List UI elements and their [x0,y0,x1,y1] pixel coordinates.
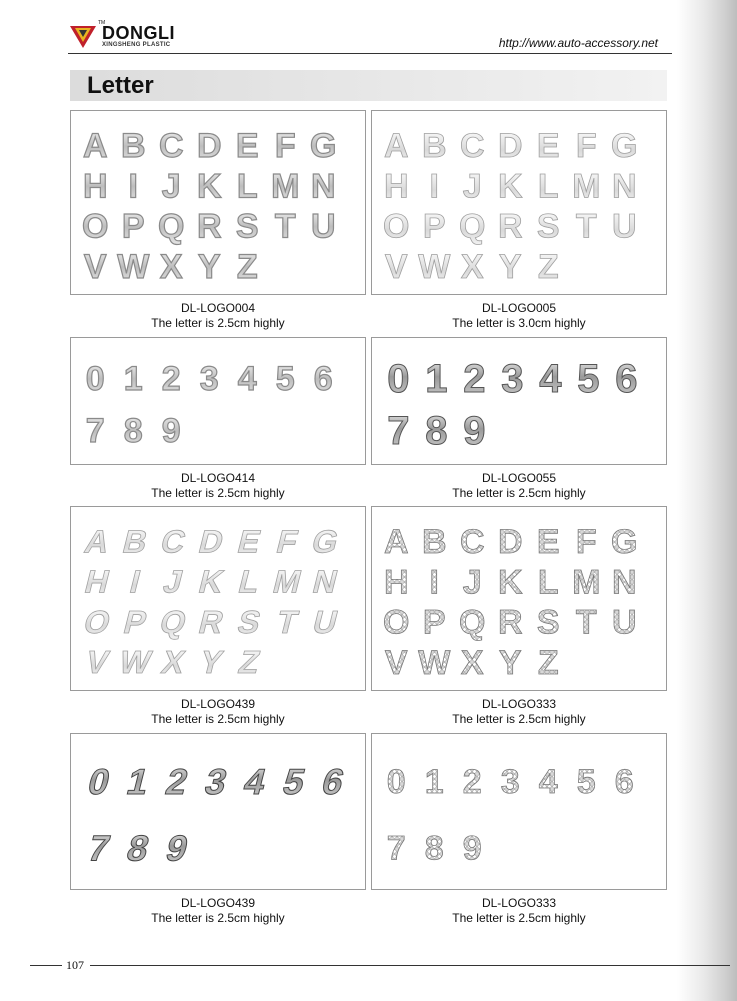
letter-set-illustration [372,338,666,464]
emblem-glyph: M [572,563,601,602]
emblem-glyph: 3 [201,761,232,802]
emblem-glyph: B [421,523,447,562]
emblem-glyph: P [422,603,446,642]
emblem-glyph: 1 [123,359,143,398]
emblem-glyph: X [159,247,183,286]
emblem-glyph: S [536,207,560,246]
emblem-glyph: H [81,564,114,600]
emblem-glyph: 0 [387,357,410,401]
emblem-glyph: O [383,207,410,246]
emblem-glyph: Y [498,247,522,286]
emblem-glyph: A [383,127,409,166]
emblem-glyph: 6 [318,761,349,802]
emblem-glyph: T [575,603,597,642]
emblem-glyph: W [418,247,451,286]
emblem-glyph: D [196,127,222,166]
emblem-glyph: Q [459,207,486,246]
emblem-glyph: W [115,644,155,680]
dongli-logo-icon [70,24,96,48]
emblem-glyph: 5 [279,761,310,802]
product-image-panel [371,337,667,465]
letter-set-illustration [71,507,365,690]
emblem-glyph: J [161,167,181,206]
emblem-glyph: G [310,127,337,166]
emblem-glyph: 3 [500,763,520,802]
section-title: Letter [87,72,154,99]
emblem-glyph: D [497,523,523,562]
product-model: DL-LOGO439 [180,896,256,910]
emblem-glyph: V [83,247,107,286]
emblem-glyph: 3 [501,357,524,401]
emblem-glyph: V [384,247,408,286]
product-image-panel [371,506,667,691]
emblem-glyph: Q [158,207,185,246]
emblem-glyph: 5 [577,357,600,401]
emblem-glyph: 6 [313,359,333,398]
letter-set-illustration [71,338,365,464]
emblem-glyph: R [196,207,222,246]
product-description: The letter is 2.5cm highly [452,486,586,500]
page-header [70,20,670,54]
product-description: The letter is 2.5cm highly [151,486,285,500]
emblem-glyph: I [126,564,145,600]
product-caption [70,697,366,727]
emblem-glyph: 4 [539,357,562,401]
emblem-glyph: N [611,563,637,602]
emblem-glyph: 7 [387,409,410,453]
emblem-glyph: S [234,604,265,640]
emblem-glyph: M [572,167,601,206]
emblem-glyph: G [308,523,343,560]
emblem-glyph: J [159,564,187,600]
product-model: DL-LOGO005 [481,301,557,315]
product-image-panel [70,506,366,691]
emblem-glyph: F [274,127,296,166]
emblem-glyph: L [537,167,559,206]
emblem-glyph: 1 [425,357,448,401]
product-model: DL-LOGO333 [481,697,557,711]
product-image-panel [371,733,667,890]
letter-set-illustration [71,734,365,889]
trademark-mark: TM [98,20,106,26]
emblem-glyph: 0 [84,761,115,802]
emblem-glyph: Z [236,247,258,286]
emblem-glyph: N [310,167,336,206]
emblem-glyph: O [82,207,109,246]
product-description: The letter is 2.5cm highly [452,911,586,925]
emblem-glyph: 2 [462,763,482,802]
emblem-glyph: L [236,167,258,206]
emblem-glyph: B [120,127,146,166]
emblem-glyph: 0 [386,763,406,802]
emblem-glyph: S [235,207,259,246]
emblem-glyph: M [271,167,300,206]
emblem-glyph: H [82,167,108,206]
emblem-glyph: 8 [123,411,143,450]
emblem-glyph: E [234,523,265,560]
page-number: 107 [66,958,84,972]
emblem-glyph: M [269,564,306,600]
emblem-glyph: J [462,167,482,206]
emblem-glyph: W [418,643,451,682]
letter-set-illustration [372,507,666,690]
emblem-glyph: B [421,127,447,166]
product-image-panel [70,337,366,465]
emblem-glyph: Y [498,643,522,682]
emblem-glyph: 3 [199,359,219,398]
footer-divider-right [90,965,730,966]
emblem-glyph: 7 [85,411,105,450]
emblem-glyph: P [120,604,151,640]
product-model: DL-LOGO439 [180,697,256,711]
emblem-glyph: Z [537,643,559,682]
product-caption [371,896,667,926]
emblem-glyph: U [310,207,336,246]
letter-set-illustration [71,111,365,294]
emblem-glyph: 8 [425,409,448,453]
emblem-glyph: X [158,644,189,680]
emblem-glyph: D [497,127,523,166]
emblem-glyph: W [117,247,150,286]
emblem-glyph: E [536,127,560,166]
emblem-glyph: T [575,207,597,246]
product-caption [371,301,667,331]
emblem-glyph: C [157,523,190,560]
emblem-glyph: U [611,603,637,642]
emblem-glyph: P [121,207,145,246]
product-description: The letter is 2.5cm highly [452,712,586,726]
emblem-glyph: O [383,603,410,642]
brand-name: DONGLI [102,23,175,43]
emblem-glyph: Q [459,603,486,642]
letter-set-illustration [372,111,666,294]
emblem-glyph: 9 [462,829,482,868]
emblem-glyph: Y [197,247,221,286]
product-caption [70,896,366,926]
emblem-glyph: R [497,207,523,246]
product-description: The letter is 2.5cm highly [151,911,285,925]
product-description: The letter is 2.5cm highly [151,316,285,330]
emblem-glyph: C [459,523,485,562]
product-description: The letter is 3.0cm highly [452,316,586,330]
emblem-glyph: F [273,523,302,560]
emblem-glyph: 2 [162,761,193,802]
emblem-glyph: T [273,604,302,640]
product-description: The letter is 2.5cm highly [151,712,285,726]
emblem-glyph: 2 [463,357,486,401]
emblem-glyph: C [459,127,485,166]
emblem-glyph: 8 [424,829,444,868]
product-model: DL-LOGO055 [481,471,557,485]
emblem-glyph: 5 [576,763,596,802]
emblem-glyph: 4 [237,359,257,398]
emblem-glyph: R [195,604,228,640]
emblem-glyph: 9 [463,409,486,453]
emblem-glyph: X [460,643,484,682]
emblem-glyph: 2 [161,359,181,398]
section-title-bar [70,70,667,101]
emblem-glyph: 7 [84,827,115,869]
emblem-glyph: H [383,167,409,206]
emblem-glyph: G [611,523,638,562]
emblem-glyph: 1 [424,763,444,802]
emblem-glyph: 5 [275,359,295,398]
emblem-glyph: L [537,563,559,602]
emblem-glyph: 6 [615,357,638,401]
emblem-glyph: O [80,604,115,640]
product-caption [70,471,366,501]
emblem-glyph: R [497,603,523,642]
emblem-glyph: 9 [161,411,181,450]
emblem-glyph: J [462,563,482,602]
product-caption [371,697,667,727]
product-model: DL-LOGO333 [481,896,557,910]
emblem-glyph: 4 [240,761,271,802]
emblem-glyph: U [611,207,637,246]
emblem-glyph: K [497,167,523,206]
emblem-glyph: K [497,563,523,602]
emblem-glyph: N [611,167,637,206]
emblem-glyph: N [309,564,342,600]
product-image-panel [70,733,366,890]
emblem-glyph: K [195,564,228,600]
emblem-glyph: Z [537,247,559,286]
emblem-glyph: C [158,127,184,166]
emblem-glyph: K [196,167,222,206]
emblem-glyph: D [195,523,228,560]
product-model: DL-LOGO414 [180,471,256,485]
emblem-glyph: E [536,523,560,562]
website-url[interactable]: http://www.auto-accessory.net [498,36,658,50]
product-caption [371,471,667,501]
emblem-glyph: A [81,523,114,560]
emblem-glyph: 8 [123,827,154,869]
emblem-glyph: L [235,564,264,600]
emblem-glyph: Y [196,644,227,680]
product-image-panel [70,110,366,295]
letter-set-illustration [372,734,666,889]
emblem-glyph: V [82,644,113,680]
emblem-glyph: S [536,603,560,642]
emblem-glyph: I [429,563,439,602]
emblem-glyph: 4 [538,763,558,802]
emblem-glyph: T [274,207,296,246]
product-model: DL-LOGO004 [180,301,256,315]
emblem-glyph: I [429,167,439,206]
header-divider [68,53,672,54]
emblem-glyph: I [128,167,138,206]
emblem-glyph: Z [235,644,264,680]
emblem-glyph: E [235,127,259,166]
emblem-glyph: F [575,523,597,562]
brand-subtitle: XINGSHENG PLASTIC [102,42,171,48]
emblem-glyph: 7 [386,829,406,868]
book-spine-shadow [677,0,737,1001]
emblem-glyph: H [383,563,409,602]
emblem-glyph: A [383,523,409,562]
product-caption [70,301,366,331]
emblem-glyph: F [575,127,597,166]
product-image-panel [371,110,667,295]
emblem-glyph: V [384,643,408,682]
footer-divider-left [30,965,62,966]
emblem-glyph: P [422,207,446,246]
emblem-glyph: X [460,247,484,286]
emblem-glyph: 1 [123,761,154,802]
emblem-glyph: U [309,604,342,640]
emblem-glyph: 0 [85,359,105,398]
emblem-glyph: G [611,127,638,166]
emblem-glyph: A [82,127,108,166]
emblem-glyph: 6 [614,763,634,802]
emblem-glyph: Q [156,604,191,640]
emblem-glyph: 9 [162,827,193,869]
emblem-glyph: B [119,523,152,560]
